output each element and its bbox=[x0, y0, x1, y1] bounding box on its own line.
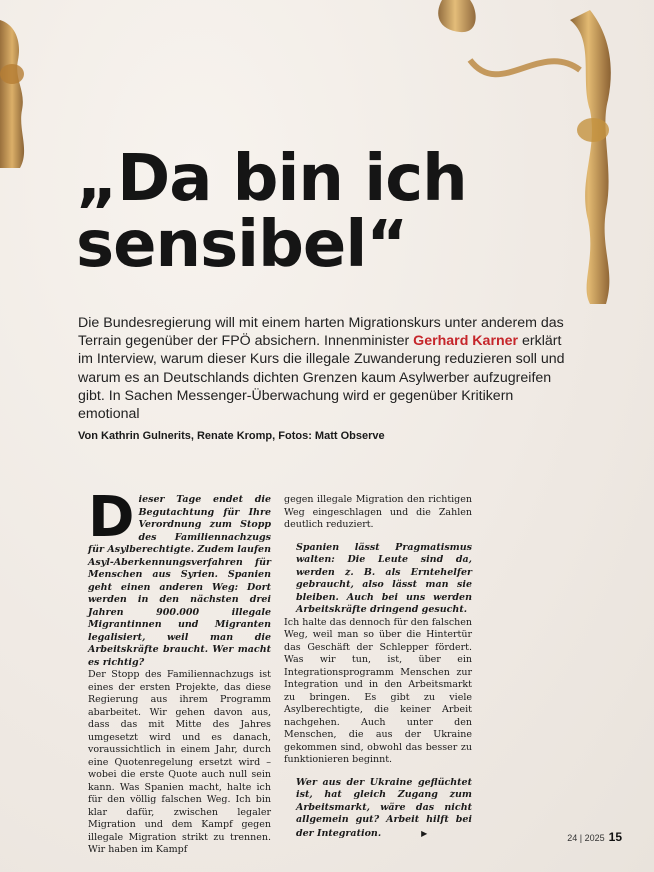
question-2: Spanien lässt Pragmatismus walten: Die Leute sind da, werden z. B. als Erntehelfer gebraucht, also lässt man sie bleiben. Auch bei uns werden Arbeitskräfte dringend gesucht. bbox=[296, 541, 472, 615]
question-3 bbox=[284, 777, 472, 841]
answer-2: Ich halte das dennoch für den falschen Weg, weil man so über die Hintertür das Geschäft der Schlepper fördert. Was wir tun, ist, über ein Integrationsprogramm Menschen zur Integration und in den Arbeitsmarkt zu bringen. Es gibt zu viele Asylberechtigte, die keiner Arbeit nachgehen. Auch unter den Menschen, die aus der Ukraine gekommen sind, obwohl das besser zu funktionieren beginnt. bbox=[284, 616, 472, 765]
article-column-right bbox=[284, 494, 472, 840]
continue-arrow-icon: ▶ bbox=[421, 827, 428, 838]
drop-cap: D bbox=[88, 485, 135, 550]
headline bbox=[76, 142, 516, 282]
column-continuation-spacer: gegen illegale Migration den richtigen Weg eingeschlagen und die Zahlen deutlich reduziert. bbox=[284, 494, 472, 530]
page-footer bbox=[567, 830, 622, 844]
lead-paragraph bbox=[78, 314, 578, 423]
lead-text-1: Die Bundesregierung will mit einem harten Migrationskurs unter anderem das Terrain gegenüber der FPÖ absichern. Innenminister bbox=[78, 315, 564, 350]
issue-number: 24 | 2025 bbox=[567, 833, 605, 843]
headline-line-2: sensibel“ bbox=[76, 208, 408, 282]
headline-line-1: „Da bin ich bbox=[76, 142, 467, 216]
question-1: ieser Tage endet die Begutachtung für Ihre Verordnung zum Stopp des Familiennachzugs für Asylberechtigte. Zudem laufen Asyl-Aberkennungsverfahren für Menschen aus Syrien. Spanien geht einen anderen Weg: Dort werden in den nächsten drei Jahren 900.000 illegale Migrantinnen und Migranten legalisiert, weil man die Arbeitskräfte braucht. Wer macht es richtig? bbox=[88, 494, 271, 668]
article-column-left bbox=[88, 485, 271, 857]
lead-text-2: erklärt im Interview, warum dieser Kurs die illegale Zuwanderung reduzieren soll und warum es an Deutschlands dichten Grenzen kaum Asylwerber aufzugreifen gibt. In Sachen Messenger-Überwachung wird er gegenüber Kritikern emotional bbox=[78, 333, 565, 423]
wall-sconce-left-icon bbox=[0, 0, 40, 170]
byline: Von Kathrin Gulnerits, Renate Kromp, Fotos: Matt Observe bbox=[78, 430, 385, 442]
lead-highlight-name: Gerhard Karner bbox=[413, 333, 519, 350]
page-number: 15 bbox=[608, 830, 622, 844]
question-3-text: Wer aus der Ukraine geflüchtet ist, hat gleich Zugang zum Arbeitsmarkt, wäre das nicht allgemein gut? Arbeit hilft bei der Integration. bbox=[296, 776, 472, 839]
answer-1: Der Stopp des Familiennachzugs ist eines der ersten Projekte, das diese Regierung aus ihrem Programm abarbeitet. Wir gehen davon aus, dass das mit Mitte des Jahres umgesetzt wird und es danach, voraussichtlich in einem Jahr, durch eine Quotenregelung ersetzt wird – wobei die erste Quote auch null sein kann. Was Spanien macht, halte ich für den völlig falschen Weg. Ich bin klar dafür, zwischen legaler Migration und dem Kampf gegen illegale Migration strikt zu trennen. Wir haben im Kampf bbox=[88, 669, 271, 855]
